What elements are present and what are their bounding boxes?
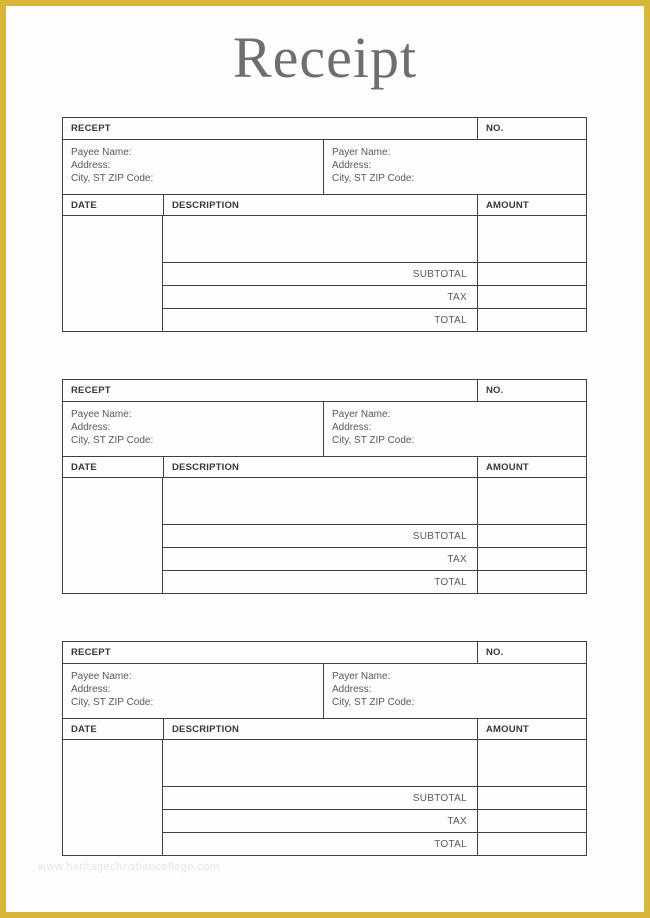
receipt-number-label: NO. [477, 118, 586, 139]
total-label: TOTAL [434, 838, 467, 850]
payer-address-label: Address: [332, 422, 372, 433]
subtotal-label: SUBTOTAL [412, 792, 467, 804]
column-header-amount: AMOUNT [486, 199, 529, 211]
total-amount-cell [477, 309, 586, 331]
total-label: TOTAL [434, 576, 467, 588]
tax-label: TAX [447, 815, 467, 827]
description-entry-cell [163, 740, 477, 786]
receipt-header-label: RECEPT [71, 647, 111, 658]
amount-entry-cell [477, 478, 586, 524]
date-entry-cell [63, 740, 163, 855]
total-label: TOTAL [434, 314, 467, 326]
receipt-number-label: NO. [477, 380, 586, 401]
total-amount-cell [477, 571, 586, 593]
description-entry-cell [163, 216, 477, 262]
amount-entry-cell [477, 740, 586, 786]
page-title: Receipt [232, 25, 418, 90]
receipt-block-2 [62, 379, 587, 594]
payee-info [63, 402, 324, 456]
payee-city-label: City, ST ZIP Code: [71, 173, 154, 184]
column-header-description: DESCRIPTION [163, 719, 478, 739]
tax-amount-cell [477, 548, 586, 570]
receipt-block-3 [62, 641, 587, 856]
receipt-header-label: RECEPT [71, 123, 111, 134]
subtotal-label: SUBTOTAL [412, 268, 467, 280]
payer-address-label: Address: [332, 684, 372, 695]
payee-address-label: Address: [71, 684, 111, 695]
payer-name-label: Payer Name: [332, 147, 391, 158]
payer-info [324, 140, 586, 194]
date-entry-cell [63, 478, 163, 593]
subtotal-amount-cell [477, 263, 586, 285]
payer-city-label: City, ST ZIP Code: [332, 697, 415, 708]
payee-city-label: City, ST ZIP Code: [71, 697, 154, 708]
subtotal-amount-cell [477, 525, 586, 547]
payee-name-label: Payee Name: [71, 671, 132, 682]
column-header-amount: AMOUNT [486, 723, 529, 735]
receipt-header-label: RECEPT [71, 385, 111, 396]
tax-amount-cell [477, 286, 586, 308]
column-header-date: DATE [71, 461, 97, 473]
payee-name-label: Payee Name: [71, 147, 132, 158]
total-amount-cell [477, 833, 586, 855]
payer-address-label: Address: [332, 160, 372, 171]
subtotal-amount-cell [477, 787, 586, 809]
column-header-date: DATE [71, 199, 97, 211]
column-header-date: DATE [71, 723, 97, 735]
payee-city-label: City, ST ZIP Code: [71, 435, 154, 446]
description-entry-cell [163, 478, 477, 524]
watermark-url: www.heritagechristiancollege.com [38, 861, 220, 873]
payer-name-label: Payer Name: [332, 409, 391, 420]
amount-entry-cell [477, 216, 586, 262]
receipt-block-1 [62, 117, 587, 332]
payer-city-label: City, ST ZIP Code: [332, 173, 415, 184]
date-entry-cell [63, 216, 163, 331]
payee-address-label: Address: [71, 160, 111, 171]
tax-amount-cell [477, 810, 586, 832]
payee-info [63, 664, 324, 718]
column-header-amount: AMOUNT [486, 461, 529, 473]
tax-label: TAX [447, 553, 467, 565]
column-header-description: DESCRIPTION [163, 457, 478, 477]
tax-label: TAX [447, 291, 467, 303]
payee-info [63, 140, 324, 194]
column-header-description: DESCRIPTION [163, 195, 478, 215]
payee-name-label: Payee Name: [71, 409, 132, 420]
receipt-number-label: NO. [477, 642, 586, 663]
payer-city-label: City, ST ZIP Code: [332, 435, 415, 446]
subtotal-label: SUBTOTAL [412, 530, 467, 542]
payee-address-label: Address: [71, 422, 111, 433]
payer-name-label: Payer Name: [332, 671, 391, 682]
payer-info [324, 664, 586, 718]
payer-info [324, 402, 586, 456]
